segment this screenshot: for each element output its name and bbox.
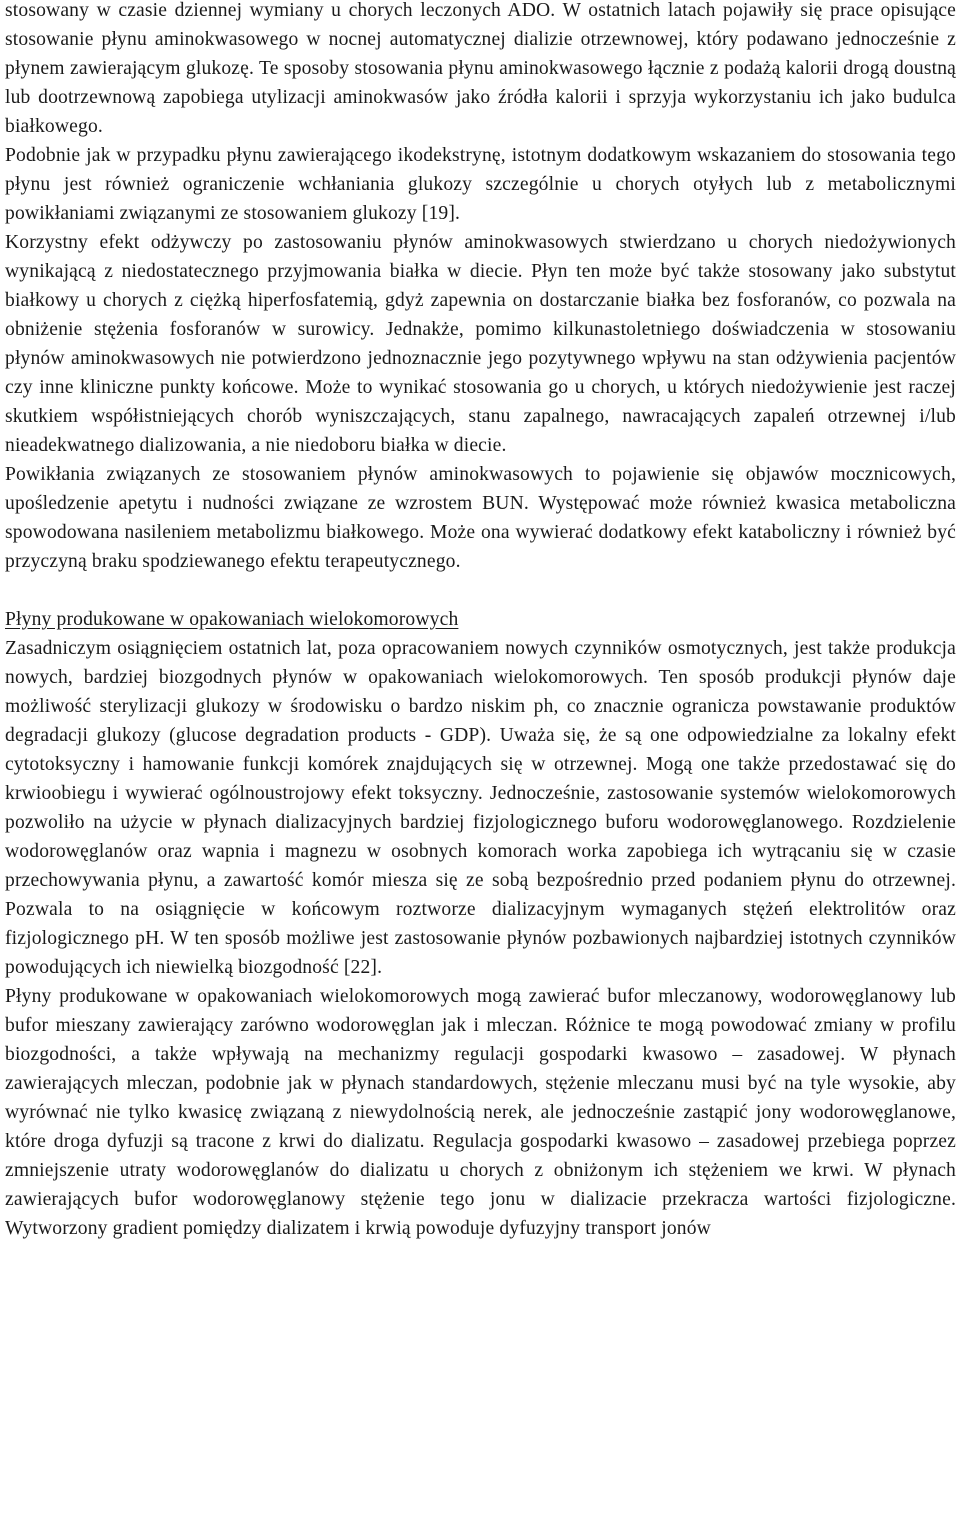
paragraph-buffer-types: Płyny produkowane w opakowaniach wielokomorowych mogą zawierać bufor mleczanowy, wodorowęglanowy lub bufor mieszany zawierający zarówno wodorowęglan jak i mleczan. Różnice te mogą powodować zmiany w profilu biozgodności, a także wpływają na mechanizmy regulacji gospodarki kwasowo – zasadowej. W płynach zawierających mleczan, podobnie jak w płynach standardowych, stężenie mleczanu musi być na tyle wysokie, aby wyrównać nie tylko kwasicę związaną z niewydolnością nerek, ale jednocześnie zastąpić jony wodorowęglanowe, które droga dyfuzji są tracone z krwi do dializatu. Regulacja gospodarki kwasowo – zasadowej przebiega poprzez zmniejszenie utraty wodorowęglanów do dializatu u chorych z obniżonym ich stężeniem we krwi. W płynach zawierających bufor wodorowęglanowy stężenie tego jonu w dializacie przekracza wartości fizjologiczne. Wytworzony gradient pomiędzy dializatem i krwią powoduje dyfuzyjny transport jonów xyxy=(5,986,956,1239)
paragraph-multichamber-production: Zasadniczym osiągnięciem ostatnich lat, poza opracowaniem nowych czynników osmotycznych, jest także produkcja nowych, bardziej biozgodnych płynów w opakowaniach wielokomorowych. Ten sposób produkcji płynów daje możliwość sterylizacji glukozy w środowisku o bardzo niskim ph, co znacznie ogranicza powstawanie produktów degradacji glukozy (glucose degradation products - GDP). Uważa się, że są one odpowiedzialne za lokalny efekt cytotoksyczny i hamowanie funkcji komórek znajdujących się w otrzewnej. Mogą one także przedostawać się do krwioobiegu i wywierać ogólnoustrojowy efekt toksyczny. Jednocześnie, zastosowanie systemów wielokomorowych pozwoliło na użycie w płynach dializacyjnych bardziej fizjologicznego buforu wodorowęglanowego. Rozdzielenie wodorowęglanów oraz wapnia i magnezu w osobnych komorach worka zapobiega ich wytrącaniu się w czasie przechowywania płynu, a zawartość komór miesza się ze sobą bezpośrednio przed podaniem płynu do otrzewnej. Pozwala to na osiągnięcie w końcowym roztworze dializacyjnym wymaganych stężeń elektrolitów oraz fizjologicznego pH. W ten sposób możliwe jest zastosowanie płynów pozbawionych najbardziej istotnych czynników powodujących ich niewielką biozgodność [22]. xyxy=(5,638,956,978)
paragraph-spacer xyxy=(5,576,956,605)
paragraph-complications: Powikłania związanych ze stosowaniem płynów aminokwasowych to pojawienie się objawów mocznicowych, upośledzenie apetytu i nudności związane ze wzrostem BUN. Występować może również kwasica metaboliczna spowodowana nasileniem metabolizmu białkowego. Może ona wywierać dodatkowy efekt kataboliczny i również być przyczyną braku spodziewanego efektu terapeutycznego. xyxy=(5,464,956,572)
document-body xyxy=(5,0,956,1243)
paragraph-nutritional-effect: Korzystny efekt odżywczy po zastosowaniu płynów aminokwasowych stwierdzano u chorych niedożywionych wynikającą z niedostatecznego przyjmowania białka w diecie. Płyn ten może być także stosowany jako substytut białkowy u chorych z ciężką hiperfosfatemią, gdyż zapewnia on dostarczanie białka bez fosforanów, co pozwala na obniżenie stężenia fosforanów w surowicy. Jednakże, pomimo kilkunastoletniego doświadczenia w stosowaniu płynów aminokwasowych nie potwierdzono jednoznacznie jego pozytywnego wpływu na stan odżywienia pacjentów czy inne kliniczne punkty końcowe. Może to wynikać stosowania go u chorych, u których niedożywienie jest raczej skutkiem współistniejących chorób wyniszczających, stanu zapalnego, nawracających zapaleń otrzewnej i/lub nieadekwatnego dializowania, a nie niedoboru białka w diecie. xyxy=(5,232,956,456)
paragraph-icodextrin-comparison: Podobnie jak w przypadku płynu zawierającego ikodekstrynę, istotnym dodatkowym wskazaniem do stosowania tego płynu jest również ograniczenie wchłaniania glukozy szczególnie u chorych otyłych lub z metabolicznymi powikłaniami związanymi ze stosowaniem glukozy [19]. xyxy=(5,145,956,224)
paragraph-aminoacid-usage: stosowany w czasie dziennej wymiany u chorych leczonych ADO. W ostatnich latach pojawiły się prace opisujące stosowanie płynu aminokwasowego w nocnej automatycznej dializie otrzewnowej, który podawano jednocześnie z płynem zawierającym glukozę. Te sposoby stosowania płynu aminokwasowego łącznie z podażą kalorii drogą doustną lub dootrzewnową zapobiega utylizacji aminokwasów jako źródła kalorii i sprzyja wykorzystaniu ich jako budulca białkowego. xyxy=(5,0,956,137)
section-heading: Płyny produkowane w opakowaniach wielokomorowych xyxy=(5,609,459,630)
